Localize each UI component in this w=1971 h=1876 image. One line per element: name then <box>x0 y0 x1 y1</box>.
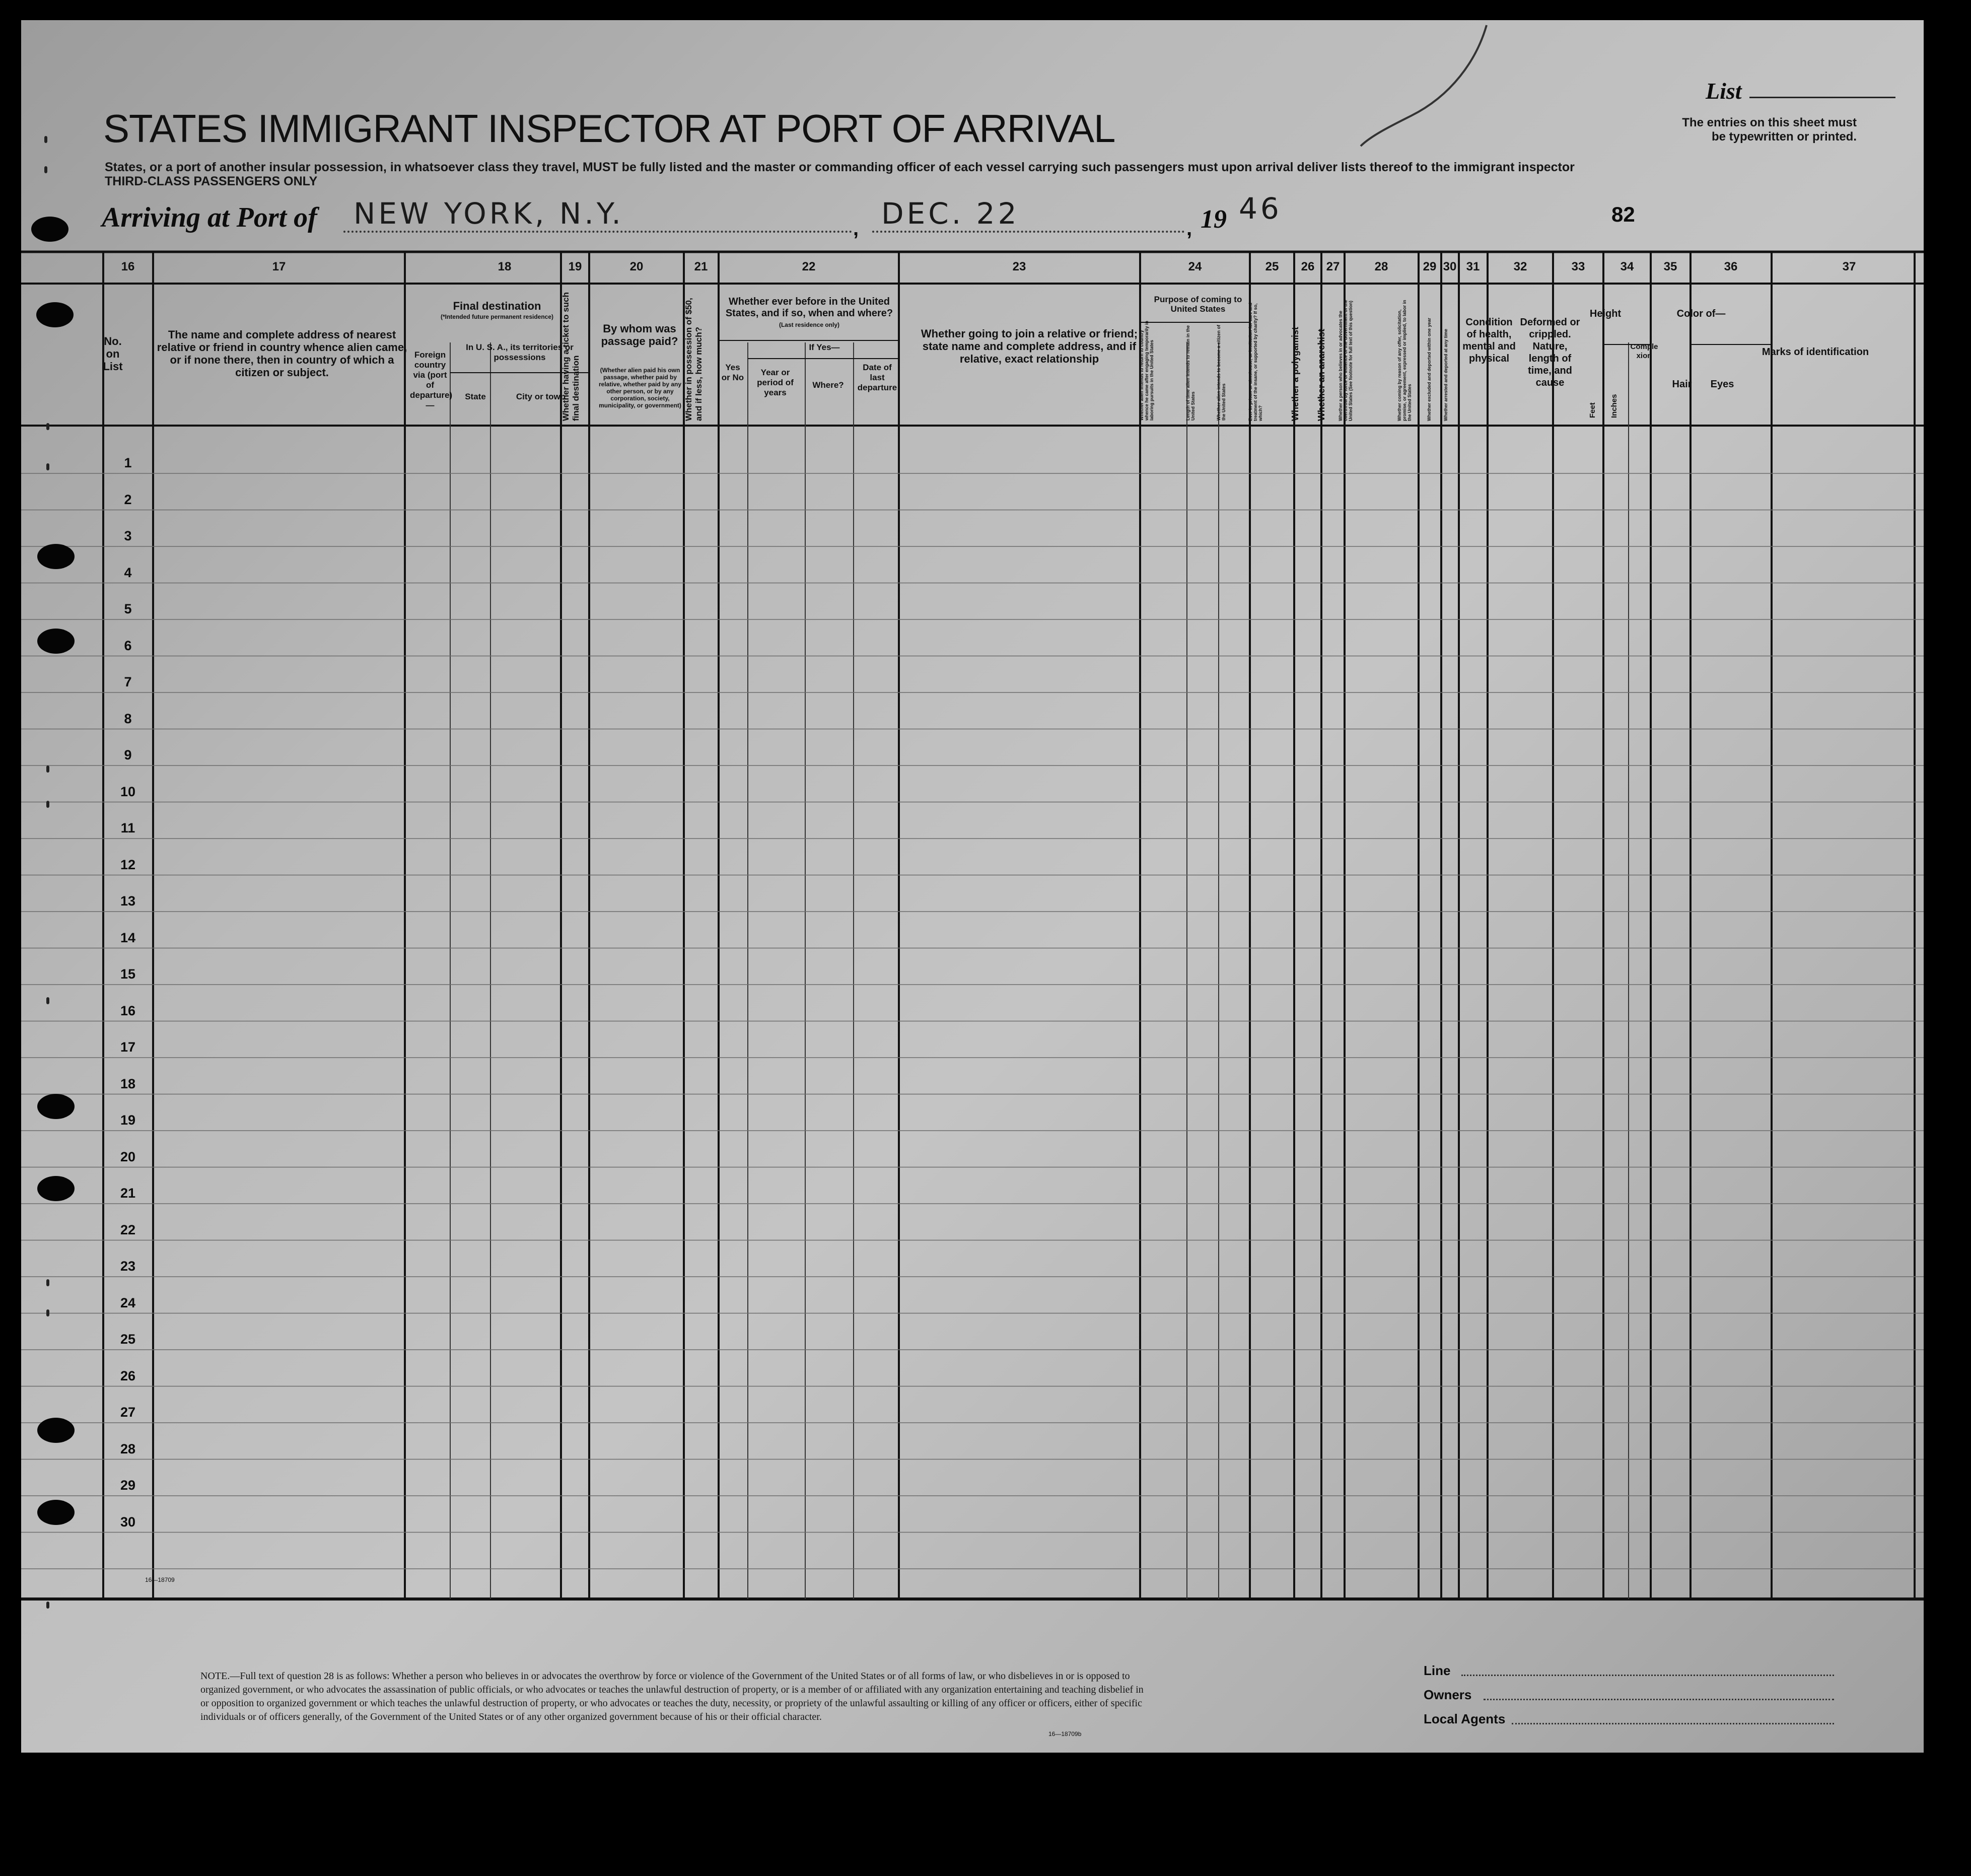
col22-note: (Last residence only) <box>779 321 840 328</box>
row-number: 12 <box>120 857 136 872</box>
col24a-header: Whether alien intends to return to country whence he came after engaging temporarily in laboring pursuits in the United States <box>1139 320 1154 421</box>
punch-hole <box>36 302 74 327</box>
row-number: 25 <box>120 1332 136 1347</box>
col25-header: Ever in prison or almshouse, or institution for care and treatment of the insane, or supported by charity? If so, which? <box>1248 302 1263 421</box>
col18-header: Final destination <box>453 300 541 312</box>
table-grid <box>21 20 1924 1753</box>
port-handwritten-value: NEW YORK, N.Y. <box>354 196 624 231</box>
column-number: 31 <box>1466 260 1480 273</box>
column-number: 37 <box>1842 260 1856 273</box>
col30-header: Whether excluded and deported within one year <box>1427 317 1432 421</box>
footnote-code: 16—18709b <box>1048 1730 1082 1738</box>
column-number: 21 <box>694 260 708 273</box>
row-number: 7 <box>124 674 132 689</box>
col34-header: Height <box>1589 308 1622 319</box>
column-number: 18 <box>498 260 512 273</box>
col23-header: Whether going to join a relative or friend; state name and complete address, and if relative, exact relationship <box>921 327 1138 365</box>
row-number: 1 <box>124 455 132 470</box>
form-code: 16—18709 <box>145 1576 175 1583</box>
row-number: 30 <box>120 1514 136 1530</box>
row-number: 24 <box>120 1295 136 1310</box>
col16-header: No. on List <box>103 335 123 373</box>
owners-dotted <box>1484 1699 1834 1700</box>
row-number: 21 <box>120 1186 136 1201</box>
column-number: 30 <box>1443 260 1457 273</box>
passenger-class-label: THIRD-CLASS PASSENGERS ONLY <box>105 174 318 188</box>
row-number: 4 <box>124 565 132 580</box>
col31-header: Whether arrested and deported at any time <box>1443 328 1448 421</box>
agents-dotted <box>1512 1723 1834 1724</box>
year-printed: 19 <box>1201 205 1227 234</box>
column-number: 16 <box>121 260 135 273</box>
col33-header: Deformed or crippled. Nature, length of time, and cause <box>1520 317 1580 388</box>
col24b-header: Length of time alien intends to remain in the United States <box>1185 325 1195 421</box>
row-number: 22 <box>120 1222 136 1237</box>
row-number: 6 <box>124 638 132 653</box>
column-number: 27 <box>1326 260 1340 273</box>
punch-hole <box>37 629 75 654</box>
line-dotted <box>1461 1675 1834 1676</box>
col35-header: Complexion <box>1630 342 1658 360</box>
punch-hole <box>37 1500 75 1525</box>
punch-hole <box>37 1094 75 1119</box>
col32-header: Condition of health, mental and physical <box>1462 317 1516 364</box>
row-number: 5 <box>124 601 132 616</box>
punch-hole <box>37 1418 75 1443</box>
row-number: 19 <box>120 1113 136 1128</box>
column-number: 29 <box>1423 260 1437 273</box>
col34-inches-header: Inches <box>1610 394 1618 418</box>
row-number: 27 <box>120 1405 136 1420</box>
local-agents-label: Local Agents <box>1424 1711 1506 1726</box>
row-number: 15 <box>120 966 136 982</box>
document-title: STATES IMMIGRANT INSPECTOR AT PORT OF ARRIVAL <box>103 106 1115 151</box>
row-number: 14 <box>120 930 136 945</box>
punch-hole <box>37 544 75 569</box>
col18-city-header: City or town <box>516 392 566 401</box>
row-number: 18 <box>120 1076 136 1091</box>
list-label: List <box>1706 78 1742 104</box>
col18-usa-header: In U. S. A., its territories or possessions <box>466 342 574 362</box>
col34-feet-header: Feet <box>1588 402 1597 418</box>
column-number: 17 <box>272 260 286 273</box>
col20-note: (Whether alien paid his own passage, whether paid by relative, whether paid by any other person, or by any corporation, society, municipality, or government) <box>598 367 682 409</box>
col21-header: Whether in possession of $50, and if less, how much? <box>684 298 703 421</box>
column-number: 22 <box>802 260 816 273</box>
typewritten-instruction: The entries on this sheet must be typewritten or printed. <box>1682 116 1857 144</box>
row-number: 3 <box>124 528 132 543</box>
row-number: 13 <box>120 893 136 909</box>
row-number: 17 <box>120 1039 136 1055</box>
question-28-footnote: NOTE.—Full text of question 28 is as follows: Whether a person who believes in or advocates the overthrow by force or violence of the Government of the United States or of all forms of law, or who disbelieves in or is opposed to organized government, or who advocates the assassination of public officials, or who advocates or teaches the unlawful destruction of property, or is a member of or affiliated with any organization entertaining and teaching disbelief in or opposition to organized government or which teaches the unlawful destruction of property, or who advocates or teaches the duty, necessity, or propriety of the unlawful assaulting or killing of any officer or officers, either of specific individuals or of officers generally, of the Government of the United States or of any other organized government because of his or their official character. <box>200 1671 1144 1722</box>
col22-yesno-header: Yes or No <box>721 363 744 382</box>
col36-eyes-header: Eyes <box>1710 379 1734 390</box>
col19-header: Whether having a ticket to such final destination <box>561 292 581 421</box>
col36-hair-header: Hair <box>1672 379 1692 390</box>
col24-header: Purpose of coming to United States <box>1154 295 1242 314</box>
col36-header: Color of— <box>1676 308 1726 319</box>
row-number: 20 <box>120 1149 136 1164</box>
row-number: 11 <box>120 820 135 836</box>
row-number: 8 <box>124 711 132 726</box>
row-number: 29 <box>120 1478 136 1493</box>
col20-header: By whom was passage paid? <box>601 322 678 348</box>
punch-hole <box>31 217 68 242</box>
col22-where-header: Where? <box>812 380 844 390</box>
col18-state-header: State <box>465 392 486 401</box>
row-number: 23 <box>120 1259 136 1274</box>
line-label: Line <box>1424 1663 1451 1678</box>
row-number: 10 <box>120 784 136 799</box>
row-number: 9 <box>124 747 132 762</box>
column-number: 33 <box>1571 260 1585 273</box>
document-subtitle: States, or a port of another insular possession, in whatsoever class they travel, MUST be fully listed and the master or commanding officer of each vessel carrying such passengers must upon arrival deliver lists thereof to the immigrant inspector <box>105 160 1575 174</box>
column-number: 19 <box>568 260 582 273</box>
column-number: 35 <box>1663 260 1677 273</box>
column-number: 34 <box>1620 260 1634 273</box>
col29-header: Whether coming by reason of any offer, solicitation, promise, or agreement, expressed or implied, to labor in the United States <box>1397 300 1412 421</box>
date-handwritten-value: DEC. 22 <box>881 196 1020 231</box>
owners-label: Owners <box>1424 1687 1472 1702</box>
column-number: 24 <box>1188 260 1202 273</box>
column-number: 25 <box>1265 260 1279 273</box>
col37-header: Marks of identification <box>1762 346 1869 358</box>
col27-header: Whether an anarchist <box>1316 328 1326 421</box>
row-number: 16 <box>120 1003 136 1018</box>
col28-header: Whether a person who believes in or advocates the overthrow by force or violence of the Government of the United States (See footnote for full text of this question) <box>1338 300 1353 421</box>
immigration-manifest-sheet: STATES IMMIGRANT INSPECTOR AT PORT OF ARRIVAL States, or a port of another insular possession, in whatsoever class they travel, MUST be fully listed and the master or commanding officer of each vessel carrying such passengers must upon arrival deliver lists thereof to the immigrant inspector THIRD-CLASS PASSENGERS ONLY List The entries on this sheet must be typewritten or printed. Arriving at Port of NEW YORK, N.Y. , DEC. 22 , 19 46 82 16 17 18 19 20 21 22 23 24 25 26 27 28 29 30 31 32 33 34 35 36 37 No. on List The name and complete address of nearest relative or friend in country whence alien came, or if none there, then in country of which a citizen or subject. Final destination (*Intended future permanent residence) Foreign country via (port of departure)— In U. S. A., its territories or possessions State City or town Whether having a ticket to such final destination By whom was passage paid? (Whether alien paid his own passage, whether paid by relative, whether paid by any other person, or by any corporation, society, municipality, or government) Whether in possession of $50, and if less, how much? Whether ever before in the United States, and if so, when and where? (Last residence only) If Yes— Yes or No Year or period of years Where? Date of last departure Whether going to join a relative or friend; state name and complete address, and if relative, exact relationship Purpose of coming to United States Whether alien intends to return to country whence he came after engaging temporarily in laboring pursuits in the United States Length of time alien intends to remain in the United States Whether alien intends to become a citizen of the United States Ever in prison or almshouse, or institution for care and treatment of the insane, or supported by charity? If so, which? Whether a polygamist Whether an anarchist Whether a person who believes in or advocates the overthrow by force or violence of the Government of the United States (See footnote for full text of this question) Whether coming by reason of any offer, solicitation, promise, or agreement, expressed or implied, to labor in the United States Whether excluded and deported within one year Whether arrested and deported at any time Condition of health, mental and physical Deformed or crippled. Nature, length of time, and cause Height Feet Inches Complexion Color of— Hair Eyes Marks of identification 1 2 3 4 5 6 7 8 9 10 11 12 13 14 15 16 17 18 19 20 21 22 23 24 25 26 27 28 29 30 16—18709 NOTE.—Full text of question 28 is as follows: Whether a person who believes in or advocates the overthrow by force or violence of the Government of the United States or of all forms of law, or who disbelieves in or is opposed to organized government, or who advocates the assassination of public officials, or who advocates or teaches the unlawful destruction of property, or is a member of or affiliated with any organization entertaining and teaching disbelief in or opposition to organized government or which teaches the unlawful destruction of property, or who advocates or teaches the duty, necessity, or propriety of the unlawful assaulting or killing of any officer or officers, either of specific individuals or of officers generally, of the Government of the United States or of any other organized government because of his or their official character. 16—18709b Line Owners Local Agents <box>21 20 1924 1753</box>
col22-ifyes-header: If Yes— <box>809 342 840 352</box>
column-number: 20 <box>629 260 644 273</box>
sheet-number: 82 <box>1611 202 1635 226</box>
col22-header: Whether ever before in the United States, and if so, when and where? <box>725 296 893 319</box>
col22-date-header: Date of last departure <box>857 363 897 392</box>
row-number: 26 <box>120 1368 136 1383</box>
column-number: 36 <box>1724 260 1738 273</box>
row-number: 28 <box>120 1441 136 1456</box>
column-number: 28 <box>1374 260 1388 273</box>
col24c-header: Whether alien intends to become a citizen of the United States <box>1216 324 1226 421</box>
arriving-port-label: Arriving at Port of <box>102 202 317 233</box>
column-number: 23 <box>1012 260 1026 273</box>
col18-foreign-header: Foreign country via (port of departure)— <box>410 350 453 410</box>
col22-period-header: Year or period of years <box>757 368 794 397</box>
col26-header: Whether a polygamist <box>1290 326 1300 421</box>
column-number: 32 <box>1513 260 1527 273</box>
year-handwritten: 46 <box>1239 191 1282 226</box>
col18-note: (*Intended future permanent residence) <box>440 313 554 320</box>
punch-hole <box>37 1176 75 1201</box>
column-number: 26 <box>1301 260 1315 273</box>
row-number: 2 <box>124 492 132 507</box>
col17-header: The name and complete address of nearest relative or friend in country whence alien came, or if none there, then in country of which a citizen or subject. <box>157 328 407 379</box>
